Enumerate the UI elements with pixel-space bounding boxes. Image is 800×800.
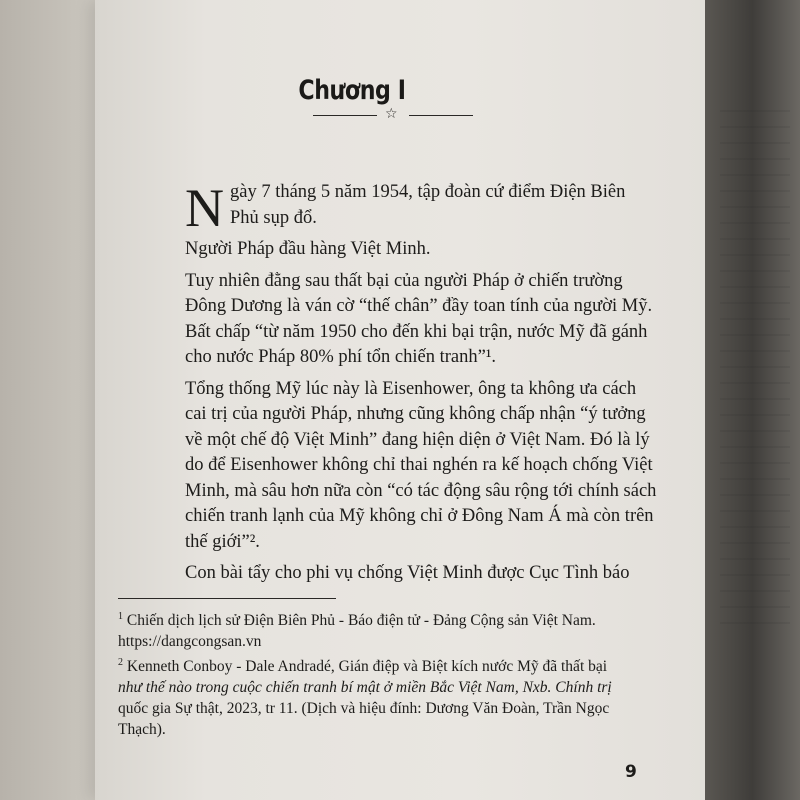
- show-through-text: [720, 110, 790, 630]
- star-icon: ☆: [385, 106, 398, 122]
- footnote-line: https://dangcongsan.vn: [118, 633, 262, 651]
- text-line: Đông Dương là ván cờ “thế chân” đầy toan tính của người Mỹ.: [185, 296, 653, 316]
- text-line: về một chế độ Việt Minh” đang hiện diện ở Việt Nam. Đó là lý: [185, 429, 650, 450]
- text-line: Phủ sụp đổ.: [230, 207, 317, 228]
- paragraph-4: [185, 377, 655, 556]
- footnote-2: [118, 652, 648, 740]
- ornament-rule-right: [409, 115, 473, 116]
- text-line: gày 7 tháng 5 năm 1954, tập đoàn cứ điểm Điện Biên: [230, 182, 626, 202]
- footnote-1: [118, 606, 648, 652]
- text-line: chiến tranh lạnh của Mỹ không chỉ ở Đông Nam Á mà còn trên: [185, 506, 654, 526]
- text-line: Tuy nhiên đằng sau thất bại của người Pháp ở chiến trường: [185, 270, 623, 291]
- footnote-text: Chiến dịch lịch sử Điện Biên Phủ - Báo điện tử - Đảng Cộng sản Việt Nam.: [126, 612, 596, 630]
- paragraph-2: [185, 237, 655, 263]
- text-line: Con bài tẩy cho phi vụ chống Việt Minh được Cục Tình báo: [185, 563, 630, 583]
- chapter-title: Chương I: [298, 75, 406, 106]
- footnote-marker: 1: [118, 611, 123, 622]
- paragraph-3: [185, 269, 655, 371]
- ornament-rule-left: [313, 115, 377, 116]
- footnote-marker: 2: [118, 657, 123, 669]
- footnote-line: Thạch).: [118, 721, 166, 739]
- chapter-ornament: [313, 106, 473, 126]
- text-line: Minh, mà sâu hơn nữa còn “có tác động sâu rộng tới chính sách: [185, 480, 657, 501]
- text-line: Bất chấp “từ năm 1950 cho đến khi bại trận, nước Mỹ đã gánh: [185, 321, 648, 342]
- text-line: Người Pháp đầu hàng Việt Minh.: [185, 239, 431, 259]
- text-line: cai trị của người Pháp, nhưng cũng không chấp nhận “ý tưởng: [185, 404, 646, 424]
- paragraph-1: [185, 178, 655, 238]
- footnote-divider: [118, 598, 336, 599]
- text-line: do để Eisenhower không chỉ thai nghén ra kế hoạch chống Việt: [185, 455, 653, 475]
- text-line: thế giới”².: [185, 531, 260, 552]
- page-number: 9: [625, 762, 637, 782]
- chapter-body: [185, 180, 655, 593]
- footnotes: [118, 606, 648, 740]
- footnote-line: quốc gia Sự thật, 2023, tr 11. (Dịch và hiệu đính: Dương Văn Đoàn, Trần Ngọc: [118, 700, 610, 718]
- footnote-line: như thế nào trong cuộc chiến tranh bí mật ở miền Bắc Việt Nam, Nxb. Chính trị: [118, 679, 612, 697]
- text-line: Tổng thống Mỹ lúc này là Eisenhower, ông ta không ưa cách: [185, 378, 637, 399]
- footnote-text: Kenneth Conboy - Dale Andradé, Gián điệp và Biệt kích nước Mỹ đã thất bại: [126, 658, 608, 676]
- footnote-line: [118, 652, 648, 677]
- footnote-line: [118, 606, 648, 631]
- paragraph-5: [185, 561, 655, 587]
- text-line: cho nước Pháp 80% phí tổn chiến tranh”¹.: [185, 347, 497, 367]
- drop-cap: N: [185, 178, 224, 238]
